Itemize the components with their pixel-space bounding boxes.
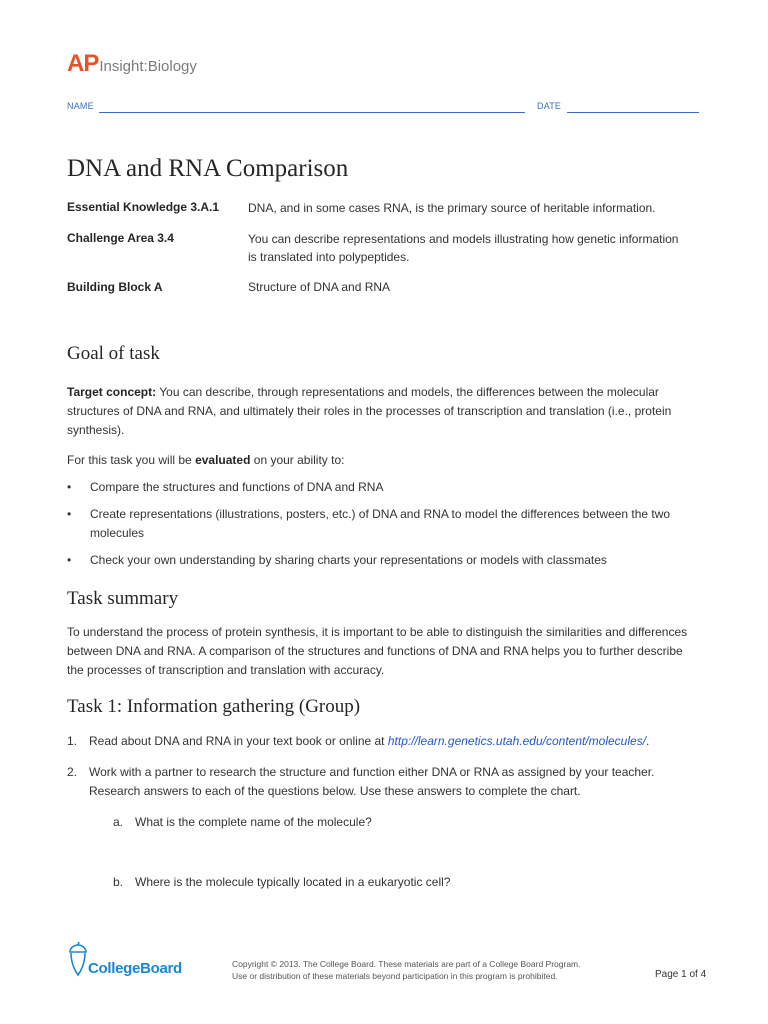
question-letter: a. [113,815,124,829]
item-text [89,732,699,751]
page-number: Page 1 of 4 [655,969,707,980]
name-label: NAME [67,101,94,111]
meta-value-essential-knowledge: DNA, and in some cases RNA, is the primary source of heritable information. [248,201,656,215]
bullet-dot-icon: • [67,480,72,494]
target-concept-label: Target concept: [67,385,157,399]
goal-heading: Goal of task [67,343,160,364]
ap-logo-mark: AP [67,50,99,77]
bullet-text: Compare the structures and functions of DNA and RNA [90,480,384,494]
question-text: Where is the molecule typically located in a eukaryotic cell? [135,875,451,889]
task-summary-text: To understand the process of protein synthesis, it is important to be able to distinguish the similarities and differences between DNA and RNA. A comparison of the structures and functions of DNA and RNA helps you to further describe the processes of transcription and translation with accuracy. [67,625,688,677]
target-concept-text: You can describe, through representations and models, the differences between the molecular structures of DNA and RNA, and ultimately their roles in the processes of transcription and translation (i.e., protein synthesis). [67,385,672,437]
brand-name: Insight:Biology [99,58,197,75]
item-number: 2. [67,765,78,779]
eval-pre-text: For this task you will be [67,453,192,467]
collegeboard-brand-text: CollegeBoard [88,960,182,977]
bullet-dot-icon: • [67,553,72,567]
meta-label-challenge-area: Challenge Area 3.4 [67,231,174,245]
eval-post-text: on your ability to: [253,453,345,467]
question-text: What is the complete name of the molecule? [135,815,372,829]
meta-value-challenge-area: You can describe representations and models illustrating how genetic information is translated into polypeptides. [248,232,679,264]
item1-pre-text: Read about DNA and RNA in your text book or online at [89,734,385,748]
question-letter: b. [113,875,124,889]
task1-item-1 [67,732,697,752]
task-summary-heading: Task summary [67,588,179,609]
copyright-line-2: Use or distribution of these materials beyond participation in this program is prohibited. [232,971,558,981]
date-field-line[interactable] [567,112,699,113]
ap-insight-biology-logo [67,50,197,80]
task1-item-2 [67,763,697,803]
task1-heading: Task 1: Information gathering (Group) [67,696,361,717]
meta-label-essential-knowledge: Essential Knowledge 3.A.1 [67,200,220,214]
meta-value-building-block: Structure of DNA and RNA [248,280,391,294]
item1-post-text: . [646,734,650,748]
date-label: DATE [537,101,562,111]
evaluation-intro [67,451,697,470]
meta-label-building-block: Building Block A [67,280,163,294]
goal-bullet [67,505,697,545]
question-b [113,873,673,892]
bullet-dot-icon: • [67,507,72,521]
name-field-line[interactable] [99,112,525,113]
eval-bold-text: evaluated [195,453,251,467]
target-concept-paragraph [67,383,697,440]
bullet-text: Check your own understanding by sharing charts your representations or models with classmates [90,553,607,567]
goal-bullet [67,551,697,571]
page-title: DNA and RNA Comparison [67,155,349,182]
copyright-line-1: Copyright © 2013. The College Board. These materials are part of a College Board Program. [232,959,581,969]
goal-bullet [67,478,697,498]
question-a [113,813,673,832]
item-text: Work with a partner to research the structure and function either DNA or RNA as assigned by your teacher. Research answers to each of the questions below. Use these answers to complete the chart. [89,765,655,798]
bullet-text: Create representations (illustrations, posters, etc.) of DNA and RNA to model the differences between the two molecules [90,507,671,540]
genetics-link[interactable]: http://learn.genetics.utah.edu/content/molecules/ [387,734,647,748]
item-number: 1. [67,734,78,748]
copyright-notice [232,958,632,982]
acorn-icon [66,941,90,981]
